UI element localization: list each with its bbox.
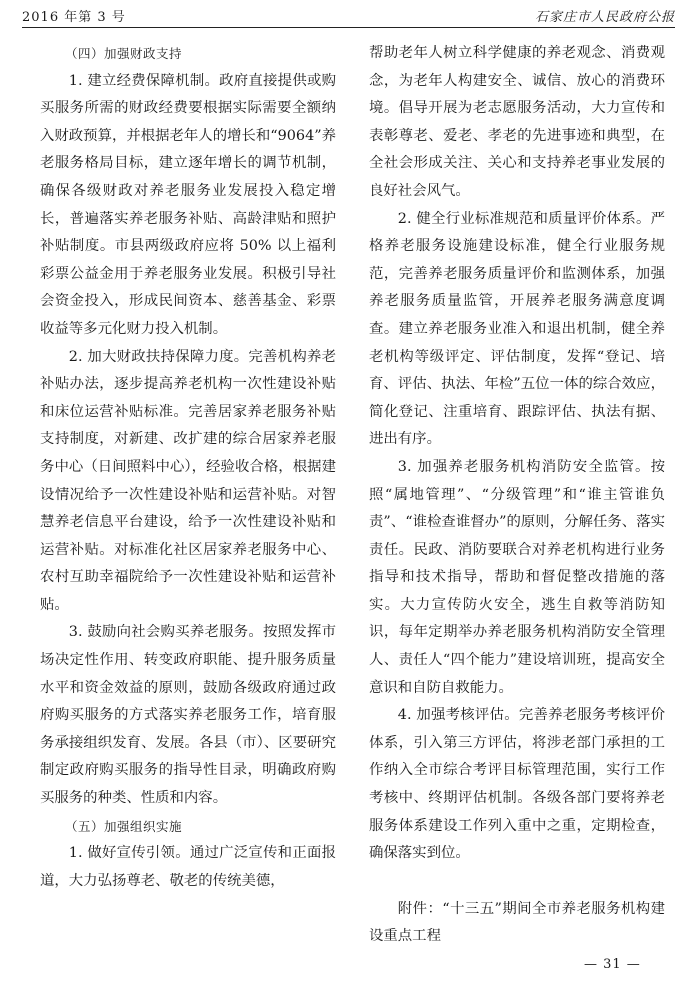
paragraph-publicity: 1. 做好宣传引领。通过广泛宣传和正面报道，大力弘扬尊老、敬老的传统美德， [40, 845, 336, 889]
section-heading-finance: （四）加强财政支持 [65, 46, 183, 61]
issue-label: 2016 年第 3 号 [22, 10, 126, 25]
paragraph-assessment: 4. 加强考核评估。完善养老服务考核评价体系，引入第三方评估，将涉老部门承担的工作纳入全市综合考评目标管理范围，实行工作考核中、终期评估机制。各级各部门要将养老服务体系建设工作列入重中之重，定期检查，确保落实到位。 [369, 707, 665, 862]
paragraph-funding-mechanism: 1. 建立经费保障机制。政府直接提供或购买服务所需的财政经费要根据实际需要全额纳入财政预算，并根据老年人的增长和“9064”养老服务格局目标，建立逐年增长的调节机制，确保各级财政对养老服务业发展投入稳定增长，普遍落实养老服务补贴、高龄津贴和照护补贴制度。市县两级政府应将 50% 以上福利彩票公益金用于养老服务业发展。积极引导社会资金投入，形成民间资本、慈善基金、彩票收益等多元化财力投入机制。 [40, 72, 336, 337]
section-heading-implementation: （五）加强组织实施 [65, 818, 183, 834]
page-header [22, 6, 675, 26]
paragraph-publicity-continued: 帮助老年人树立科学健康的养老观念、消费观念，为老年人构建安全、诚信、放心的消费环境。倡导开展为老志愿服务活动，大力宣传和表彰尊老、爱老、孝老的先进事迹和典型，在全社会形成关注、关心和支持养老事业发展的良好社会风气。 [369, 45, 665, 199]
paragraph-standards: 2. 健全行业标准规范和质量评价体系。严格养老服务设施建设标准，健全行业服务规范，完善养老服务质量评价和监测体系，加强养老服务质量监管，开展养老服务满意度调查。建立养老服务业准入和退出机制，健全养老机构等级评定、评估制度，发挥“登记、培育、评估、执法、年检”五位一体的综合效应，简化登记、注重培育、跟踪评估、执法有据、进出有序。 [369, 210, 665, 448]
left-column [40, 40, 336, 895]
right-column [369, 40, 665, 951]
publication-title: 石家庄市人民政府公报 [534, 10, 675, 25]
paragraph-fire-safety: 3. 加强养老服务机构消防安全监管。按照“属地管理”、“分级管理”和“谁主管谁负责”、“谁检查谁督办”的原则，分解任务、落实责任。民政、消防要联合对养老机构进行业务指导和技术指导，帮助和督促整改措施的落实。大力宣传防火安全，逃生自救等消防知识，每年定期举办养老服务机构消防安全管理人、责任人“四个能力”建设培训班，提高安全意识和自防自救能力。 [369, 458, 665, 696]
page-number: — 31 — [584, 957, 641, 972]
header-rule [22, 27, 675, 28]
paragraph-purchase-services: 3. 鼓励向社会购买养老服务。按照发挥市场决定性作用、转变政府职能、提升服务质量水平和资金效益的原则，鼓励各级政府通过政府购买服务的方式落实养老服务工作，培育服务承接组织发育、发展。各县（市）、区要研究制定政府购买服务的指导性目录，明确政府购买服务的种类、性质和内容。 [40, 624, 336, 807]
paragraph-financial-support: 2. 加大财政扶持保障力度。完善机构养老补贴办法，逐步提高养老机构一次性建设补贴和床位运营补贴标准。完善居家养老服务补贴支持制度，对新建、改扩建的综合居家养老服务中心（日间照料中心），经验收合格，根据建设情况给予一次性建设补贴和运营补贴。对智慧养老信息平台建设，给予一次性建设补贴和运营补贴。对标准化社区居家养老服务中心、农村互助幸福院给予一次性建设补贴和运营补贴。 [40, 348, 336, 613]
attachment-note: 附件：“十三五”期间全市养老服务机构建设重点工程 [369, 900, 665, 945]
